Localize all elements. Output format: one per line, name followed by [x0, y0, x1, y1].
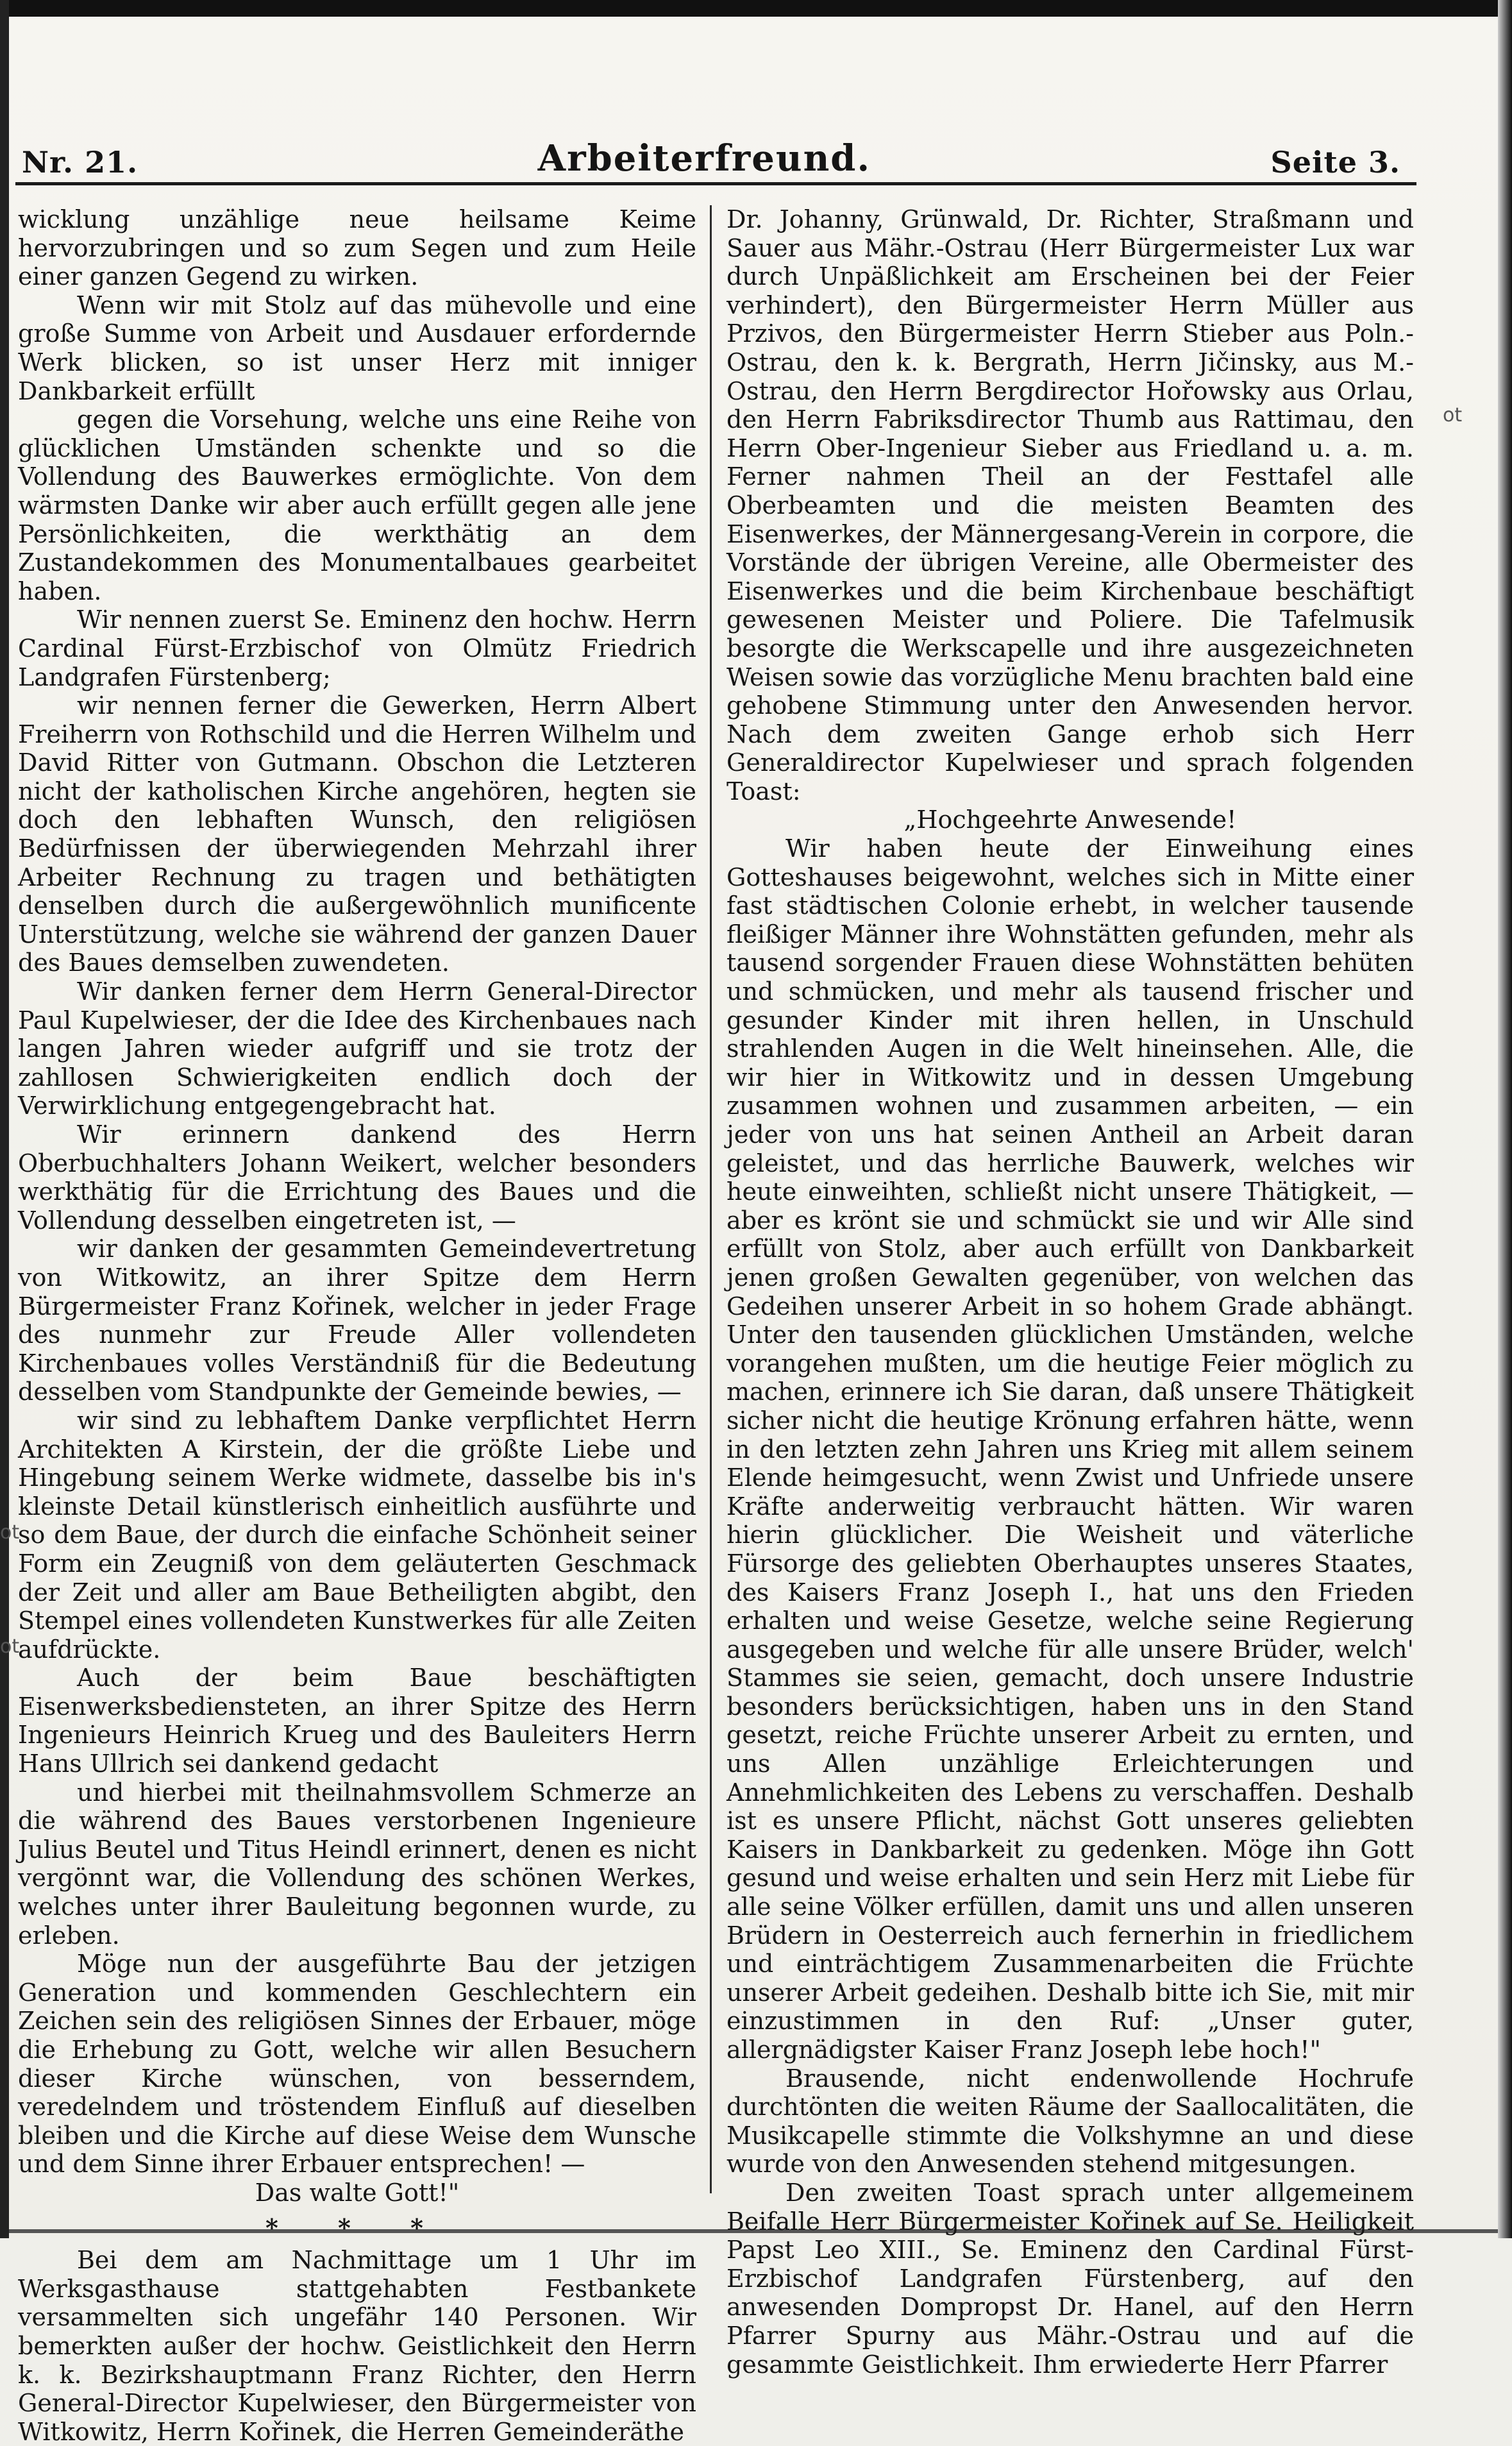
paragraph: Wenn wir mit Stolz auf das mühevolle und eine große Summe von Arbeit und Ausdauer erfordernde Werk blicken, so ist unser Herz mit inniger Dankbarkeit erfüllt	[18, 291, 696, 405]
paragraph: Das walte Gott!"	[255, 2178, 460, 2207]
scan-right-border	[1498, 0, 1512, 2238]
issue-number: Nr. 21.	[22, 145, 139, 180]
column-divider	[710, 205, 712, 2193]
paragraph: Möge nun der ausgeführte Bau der jetzigen Generation und kommenden Geschlechtern ein Zeichen sein des religiösen Sinnes der Erbauer, möge die Erhebung zu Gott, welche wir allen Besuchern dieser Kirche wünschen, von besserndem, veredelndem und tröstendem Einfluß auf dieselben bleiben und die Kirche auf diese Weise dem Wunsche und dem Sinne ihrer Erbauer entsprechen! —	[18, 1950, 696, 2179]
paragraph: wir sind zu lebhaftem Danke verpflichtet Herrn Architekten A Kirstein, der die größte Liebe und Hingebung seinem Werke widmete, dasselbe bis in's kleinste Detail künstlerisch einheitlich ausführte und so dem Baue, der durch die einfache Schönheit seiner Form ein Zeugniß von dem geläuterten Geschmack der Zeit und aller am Baue Betheiligten abgibt, den Stempel eines vollendeten Kunstwerkes für alle Zeiten aufdrückte.	[18, 1406, 696, 1664]
paragraph: wir nennen ferner die Gewerken, Herrn Albert Freiherrn von Rothschild und die Herren Wilhelm und David Ritter von Gutmann. Obschon die Letzteren nicht der katholischen Kirche angehören, hegten sie doch den lebhaften Wunsch, den religiösen Bedürfnissen der überwiegenden Mehrzahl ihrer Arbeiter Rechnung zu tragen und bethätigten denselben durch die außergewöhnlich munificente Unterstützung, welche sie während der ganzen Dauer des Baues demselben zuwendeten.	[18, 691, 696, 977]
paragraph: Brausende, nicht endenwollende Hochrufe durchtönten die weiten Räume der Saallocalitäten, die Musikcapelle stimmte die Volkshymne an und diese wurde von den Anwesenden stehend mitgesungen.	[727, 2064, 1414, 2179]
left-text-column	[18, 205, 696, 2446]
paragraph: Bei dem am Nachmittage um 1 Uhr im Werksgasthause stattgehabten Festbankete versammelten sich ungefähr 140 Personen. Wir bemerkten außer der hochw. Geistlichkeit den Herrn k. k. Bezirkshauptmann Franz Richter, den Herrn General-Director Kupelwieser, den Bürgermeister von Witkowitz, Herrn Kořinek, die Herren Gemeinderäthe	[18, 2246, 696, 2446]
paragraph: Auch der beim Baue beschäftigten Eisenwerksbediensteten, an ihrer Spitze des Herrn Ingenieurs Heinrich Krueg und des Bauleiters Herrn Hans Ullrich sei dankend gedacht	[18, 1664, 696, 1778]
paragraph: Dr. Johanny, Grünwald, Dr. Richter, Straßmann und Sauer aus Mähr.-Ostrau (Herr Bürgermeister Lux war durch Unpäßlichkeit am Erscheinen bei der Feier verhindert), den Bürgermeister Herrn Müller aus Przivos, den Bürgermeister Herrn Stieber aus Poln.-Ostrau, den k. k. Bergrath, Herrn Jičinsky, aus M.-Ostrau, den Herrn Bergdirector Hořowsky aus Orlau, den Herrn Fabriksdirector Thumb aus Rattimau, den Herrn Ober-Ingenieur Sieber aus Friedland u. a. m. Ferner nahmen Theil an der Festtafel alle Oberbeamten und die meisten Beamten des Eisenwerkes, der Männergesang-Verein in corpore, die Vorstände der übrigen Vereine, alle Obermeister des Eisenwerkes und die beim Kirchenbaue beschäftigt gewesenen Meister und Poliere. Die Tafelmusik besorgte die Werkscapelle und ihre ausgezeichneten Weisen sowie das vorzügliche Menu brachten bald eine gehobene Stimmung unter den Anwesenden hervor. Nach dem zweiten Gange erhob sich Herr Generaldirector Kupelwieser und sprach folgenden Toast:	[727, 205, 1414, 805]
margin-mark: ot	[0, 1635, 20, 1658]
margin-mark: ot	[1443, 404, 1463, 426]
paragraph: gegen die Vorsehung, welche uns eine Reihe von glücklichen Umständen schenkte und so die Vollendung des Bauwerkes ermöglichte. Von dem wärmsten Danke wir aber auch erfüllt gegen alle jene Persönlichkeiten, die werkthätig an dem Zustandekommen des Monumentalbaues gearbeitet haben.	[18, 405, 696, 605]
page-number: Seite 3.	[1270, 145, 1400, 180]
paragraph: Wir danken ferner dem Herrn General-Director Paul Kupelwieser, der die Idee des Kirchenbaues nach langen Jahren wieder aufgriff und sie trotz der zahllosen Schwierigkeiten endlich doch der Verwirklichung entgegengebracht hat.	[18, 977, 696, 1120]
newspaper-title: Arbeiterfreund.	[537, 137, 871, 180]
paragraph: Wir erinnern dankend des Herrn Oberbuchhalters Johann Weikert, welcher besonders werkthätig für die Errichtung des Baues und die Vollendung desselben eingetreten ist, —	[18, 1120, 696, 1235]
paragraph: wicklung unzählige neue heilsame Keime hervorzubringen und so zum Segen und zum Heile einer ganzen Gegend zu wirken.	[18, 205, 696, 291]
paragraph: Den zweiten Toast sprach unter allgemeinem Beifalle Herr Bürgermeister Kořinek auf Se. Heiligkeit Papst Leo XIII., Se. Eminenz den Cardinal Fürst-Erzbischof Landgrafen Fürstenberg, auf den anwesenden Dompropst Dr. Hanel, auf den Herrn Pfarrer Spurny aus Mähr.-Ostrau und auf die gesammte Geistlichkeit. Ihm erwiederte Herr Pfarrer	[727, 2178, 1414, 2379]
paragraph: Wir nennen zuerst Se. Eminenz den hochw. Herrn Cardinal Fürst-Erzbischof von Olmütz Friedrich Landgrafen Fürstenberg;	[18, 605, 696, 691]
right-text-column	[727, 205, 1414, 2379]
section-separator: * * *	[265, 2213, 449, 2242]
paragraph: wir danken der gesammten Gemeindevertretung von Witkowitz, an ihrer Spitze dem Herrn Bürgermeister Franz Kořinek, welcher in jeder Frage des nunmehr zur Freude Aller vollendeten Kirchenbaues volles Verständniß für die Bedeutung desselben vom Standpunkte der Gemeinde bewies, —	[18, 1235, 696, 1406]
paragraph: „Hochgeehrte Anwesende!	[903, 805, 1237, 834]
paragraph: und hierbei mit theilnahmsvollem Schmerze an die während des Baues verstorbenen Ingenieure Julius Beutel und Titus Heindl erinnert, denen es nicht vergönnt war, die Vollendung des schönen Werkes, welches unter ihrer Bauleitung begonnen wurde, zu erleben.	[18, 1778, 696, 1950]
header-rule	[15, 182, 1416, 185]
margin-mark: ot	[0, 1521, 20, 1544]
paragraph: Wir haben heute der Einweihung eines Gotteshauses beigewohnt, welches sich in Mitte einer fast städtischen Colonie erhebt, in welcher tausende fleißiger Männer ihre Wohnstätten gefunden, mehr als tausend sorgender Frauen diese Wohnstätten behüten und schmücken, und mehr als tausend frischer und gesunder Kinder mit ihren hellen, in Unschuld strahlenden Augen in die Welt hineinsehen. Alle, die wir hier in Witkowitz und in dessen Umgebung zusammen wohnen und zusammen arbeiten, — ein jeder von uns hat seinen Antheil an Arbeit daran geleistet, und das herrliche Bauwerk, welches wir heute einweihten, schließt nicht unsere Thätigkeit, — aber es krönt sie und schmückt sie und wir Alle sind erfüllt von Stolz, aber auch erfüllt von Dankbarkeit jenen großen Gewalten gegenüber, von welchen das Gedeihen unserer Arbeit in so hohem Grade abhängt. Unter den tausenden glücklichen Umständen, welche vorangehen mußten, um die heutige Feier möglich zu machen, erinnere ich Sie daran, daß unsere Thätigkeit sicher nicht die heutige Krönung erfahren hätte, wenn in den letzten zehn Jahren uns Krieg mit allem seinem Elende heimgesucht, wenn Zwist und Unfriede unsere Kräfte anderweitig verbraucht hätten. Wir waren hierin glücklicher. Die Weisheit und väterliche Fürsorge des geliebten Oberhauptes unseres Staates, des Kaisers Franz Joseph I., hat uns den Frieden erhalten und weise Gesetze, welche seine Regierung ausgegeben und welche für alle unsere Brüder, welch' Stammes sie seien, gemacht, doch unsere Industrie besonders berücksichtigen, haben uns in den Stand gesetzt, reiche Früchte unserer Arbeit zu ernten, und uns Allen unzählige Erleichterungen und Annehmlichkeiten des Lebens zu verschaffen. Deshalb ist es unsere Pflicht, nächst Gott unseres geliebten Kaisers in Dankbarkeit zu gedenken. Möge ihn Gott gesund und weise erhalten und sein Herz mit Liebe für alle seine Völker erfüllen, damit uns und allen unseren Brüdern in Oesterreich auch fernerhin in friedlichem und einträchtigem Zusammenarbeiten die Früchte unserer Arbeit gedeihen. Deshalb bitte ich Sie, mit mir einzustimmen in den Ruf: „Unser guter, allergnädigster Kaiser Franz Joseph lebe hoch!"	[727, 834, 1414, 2064]
scan-left-border	[0, 0, 9, 2238]
page-header	[22, 135, 1400, 180]
scan-top-border	[0, 0, 1512, 17]
